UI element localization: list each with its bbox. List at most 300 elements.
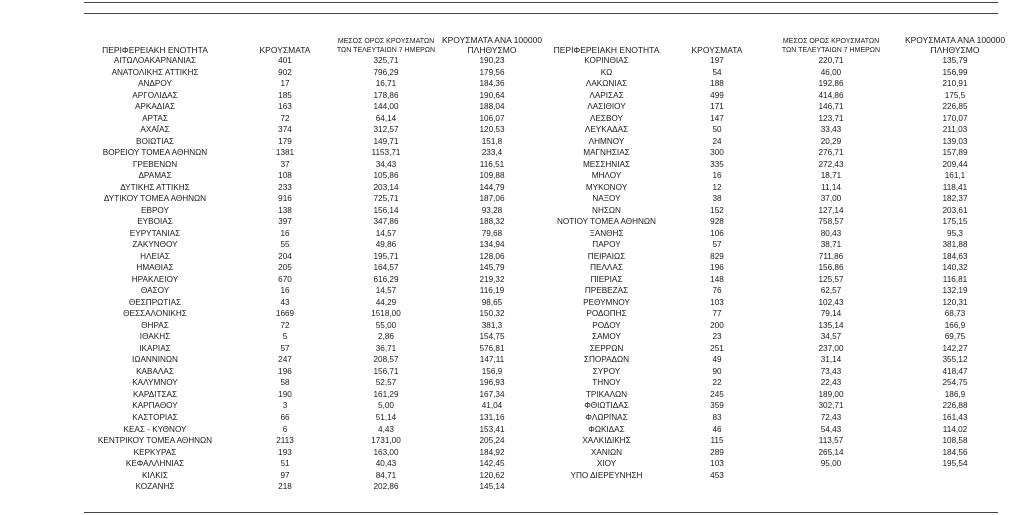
- cell-region: ΡΟΔΟΠΗΣ: [586, 309, 627, 319]
- cell-per-100k: 184,92: [479, 447, 505, 457]
- cell-per-100k: 79,68: [481, 228, 503, 238]
- cell-region: ΚΕΦΑΛΛΗΝΙΑΣ: [125, 459, 185, 469]
- cell-region: ΓΡΕΒΕΝΩΝ: [132, 159, 178, 169]
- cell-cases: 179: [278, 136, 292, 146]
- cell-cases: 103: [710, 459, 724, 469]
- cell-cases: 670: [278, 274, 292, 284]
- cell-region: ΘΕΣΠΡΩΤΙΑΣ: [128, 297, 182, 307]
- cell-cases: 55: [280, 240, 290, 250]
- cell-cases: 57: [280, 343, 290, 353]
- cell-cases: 54: [712, 67, 722, 77]
- cell-7day-average: 237,00: [818, 343, 844, 353]
- cell-per-100k: 106,07: [479, 113, 505, 123]
- cell-cases: 190: [278, 389, 292, 399]
- cell-region: ΥΠΟ ΔΙΕΡΕΥΝΗΣΗ: [570, 470, 643, 480]
- cell-7day-average: 18,71: [820, 171, 842, 181]
- cell-per-100k: 41,04: [481, 401, 503, 411]
- cell-7day-average: 14,57: [375, 228, 397, 238]
- cell-per-100k: 145,79: [479, 263, 505, 273]
- cell-per-100k: 156,9: [481, 366, 503, 376]
- cell-cases: 196: [278, 366, 292, 376]
- cell-7day-average: 192,86: [818, 79, 844, 89]
- header-7day-average: [322, 37, 450, 55]
- cell-per-100k: 184,63: [942, 251, 968, 261]
- cell-per-100k: 131,16: [479, 412, 505, 422]
- header-per100k-line1: ΚΡΟΥΣΜΑΤΑ ΑΝΑ 100000: [441, 35, 543, 45]
- cell-region: ΛΕΣΒΟΥ: [589, 113, 624, 123]
- cell-region: ΡΕΘΥΜΝΟΥ: [583, 297, 630, 307]
- cell-7day-average: 144,00: [373, 102, 399, 112]
- cell-cases: 245: [710, 389, 724, 399]
- header-7day-average: [771, 37, 891, 55]
- cell-7day-average: 711,86: [818, 251, 844, 261]
- header-per100k-line2: ΠΛΗΘΥΣΜΟ: [467, 45, 517, 55]
- cell-region: ΒΟΙΩΤΙΑΣ: [135, 136, 175, 146]
- cell-cases: 335: [710, 159, 724, 169]
- cell-per-100k: 175,5: [944, 90, 966, 100]
- cell-cases: 200: [710, 320, 724, 330]
- cell-per-100k: 187,06: [479, 194, 505, 204]
- cell-per-100k: 109,88: [479, 171, 505, 181]
- cell-7day-average: 105,86: [373, 171, 399, 181]
- cell-7day-average: 202,86: [373, 482, 399, 492]
- cell-per-100k: 211,03: [942, 125, 968, 135]
- cell-region: ΠΡΕΒΕΖΑΣ: [584, 286, 629, 296]
- cell-cases: 46: [712, 424, 722, 434]
- cell-region: ΗΜΑΘΙΑΣ: [136, 263, 174, 273]
- cell-7day-average: 265,14: [818, 447, 844, 457]
- cell-per-100k: 188,04: [479, 102, 505, 112]
- cell-per-100k: 116,81: [942, 274, 968, 284]
- cell-per-100k: 116,51: [479, 159, 505, 169]
- cell-cases: 106: [710, 228, 724, 238]
- cell-per-100k: 226,88: [942, 401, 968, 411]
- cell-region: ΠΕΛΛΑΣ: [590, 263, 623, 273]
- cell-7day-average: 125,57: [818, 274, 844, 284]
- header-region: ΠΕΡΙΦΕΡΕΙΑΚΗ ΕΝΟΤΗΤΑ: [102, 45, 208, 55]
- cell-7day-average: 1153,71: [371, 148, 401, 158]
- cell-region: ΧΙΟΥ: [596, 459, 617, 469]
- cell-region: ΕΒΡΟΥ: [141, 205, 169, 215]
- cell-per-100k: 179,56: [479, 67, 505, 77]
- cell-cases: 300: [710, 148, 724, 158]
- cell-cases: 251: [710, 343, 724, 353]
- cell-per-100k: 95,3: [947, 228, 963, 238]
- cell-cases: 17: [280, 79, 290, 89]
- cell-region: ΘΗΡΑΣ: [141, 320, 169, 330]
- cell-cases: 829: [710, 251, 724, 261]
- cell-7day-average: 220,71: [818, 56, 844, 65]
- cell-region: ΛΗΜΝΟΥ: [588, 136, 625, 146]
- cell-region: ΚΕΡΚΥΡΑΣ: [133, 447, 177, 457]
- cell-cases: 115: [710, 436, 724, 446]
- cell-cases: 204: [278, 251, 292, 261]
- cell-cases: 185: [278, 90, 292, 100]
- cell-per-100k: 132,19: [942, 286, 968, 296]
- cell-cases: 401: [278, 56, 292, 65]
- cell-cases: 188: [710, 79, 724, 89]
- cell-per-100k: 203,61: [942, 205, 968, 215]
- cell-cases: 916: [278, 194, 292, 204]
- cell-7day-average: 1731,00: [371, 436, 401, 446]
- header-rule: [84, 13, 998, 14]
- cell-7day-average: 149,71: [373, 136, 399, 146]
- cell-region: ΑΡΓΟΛΙΔΑΣ: [132, 90, 178, 100]
- cell-region: ΣΕΡΡΩΝ: [589, 343, 624, 353]
- cell-cases: 51: [280, 459, 290, 469]
- cell-region: ΦΛΩΡΙΝΑΣ: [585, 412, 628, 422]
- cell-7day-average: 1518,00: [371, 309, 401, 319]
- header-region: ΠΕΡΙΦΕΡΕΙΑΚΗ ΕΝΟΤΗΤΑ: [553, 45, 660, 55]
- cell-7day-average: 414,86: [818, 90, 844, 100]
- cell-7day-average: 34,43: [375, 159, 397, 169]
- cell-7day-average: 156,71: [373, 366, 399, 376]
- cell-7day-average: 40,43: [375, 459, 397, 469]
- cell-region: ΚΑΛΥΜΝΟΥ: [132, 378, 178, 388]
- cell-7day-average: 616,29: [373, 274, 399, 284]
- cell-region: ΚΑΣΤΟΡΙΑΣ: [132, 412, 178, 422]
- cell-region: ΕΥΒΟΙΑΣ: [137, 217, 173, 227]
- cell-cases: 108: [278, 171, 292, 181]
- header-7day-average-line1: ΜΕΣΟΣ ΟΡΟΣ ΚΡΟΥΣΜΑΤΩΝ: [782, 38, 880, 45]
- cell-7day-average: 79,14: [820, 309, 842, 319]
- cell-per-100k: 108,58: [942, 436, 968, 446]
- cell-per-100k: 139,03: [942, 136, 968, 146]
- cell-region: ΘΕΣΣΑΛΟΝΙΚΗΣ: [123, 309, 187, 319]
- cell-region: ΤΗΝΟΥ: [592, 378, 621, 388]
- cell-per-100k: 186,9: [944, 389, 966, 399]
- cell-cases: 12: [712, 182, 722, 192]
- cell-7day-average: 95,00: [820, 459, 842, 469]
- cell-7day-average: 135,14: [818, 320, 844, 330]
- cell-7day-average: 195,71: [373, 251, 399, 261]
- cell-region: ΑΡΤΑΣ: [142, 113, 168, 123]
- cell-cases: 83: [712, 412, 722, 422]
- top-rule: [84, 2, 998, 3]
- cell-region: ΝΗΣΩΝ: [592, 205, 621, 215]
- cell-7day-average: 4,43: [378, 424, 394, 434]
- cell-cases: 374: [278, 125, 292, 135]
- cell-per-100k: 93,28: [481, 205, 503, 215]
- cell-7day-average: 758,57: [818, 217, 844, 227]
- cell-cases: 1381: [275, 148, 295, 158]
- cell-region: ΑΧΑΪΑΣ: [140, 125, 170, 135]
- cell-per-100k: 157,89: [942, 148, 968, 158]
- cell-7day-average: 127,14: [818, 205, 844, 215]
- cell-7day-average: 347,86: [373, 217, 399, 227]
- cell-7day-average: 46,00: [820, 67, 842, 77]
- cell-per-100k: 114,02: [942, 424, 968, 434]
- cell-region: ΛΑΚΩΝΙΑΣ: [585, 79, 628, 89]
- cell-per-100k: 166,9: [944, 320, 966, 330]
- cell-7day-average: 272,43: [818, 159, 844, 169]
- cell-7day-average: 14,57: [375, 286, 397, 296]
- cell-7day-average: 51,14: [375, 412, 397, 422]
- cell-region: ΞΑΝΘΗΣ: [589, 228, 624, 238]
- cell-per-100k: 154,75: [479, 332, 505, 342]
- cell-region: ΛΕΥΚΑΔΑΣ: [584, 125, 629, 135]
- cell-cases: 193: [278, 447, 292, 457]
- cell-7day-average: 276,71: [818, 148, 844, 158]
- header-7day-average-line2: ΤΩΝ ΤΕΛΕΥΤΑΙΩΝ 7 ΗΜΕΡΩΝ: [336, 47, 436, 54]
- cell-7day-average: 208,57: [373, 355, 399, 365]
- cell-7day-average: 725,71: [373, 194, 399, 204]
- cell-region: ΜΥΚΟΝΟΥ: [585, 182, 628, 192]
- cell-region: ΔΥΤΙΚΟΥ ΤΟΜΕΑ ΑΘΗΝΩΝ: [103, 194, 207, 204]
- cell-7day-average: 55,00: [375, 320, 397, 330]
- cell-per-100k: 196,93: [479, 378, 505, 388]
- cell-region: ΚΑΡΔΙΤΣΑΣ: [132, 389, 178, 399]
- header-per100k-line1: ΚΡΟΥΣΜΑΤΑ ΑΝΑ 100000: [904, 35, 1006, 45]
- cell-region: ΡΟΔΟΥ: [592, 320, 621, 330]
- cell-per-100k: 68,73: [944, 309, 966, 319]
- cell-7day-average: 44,29: [375, 297, 397, 307]
- cell-region: ΜΑΓΝΗΣΙΑΣ: [583, 148, 630, 158]
- cell-per-100k: 381,3: [481, 320, 503, 330]
- cell-cases: 233: [278, 182, 292, 192]
- cell-cases: 16: [280, 228, 290, 238]
- cell-7day-average: 302,71: [818, 401, 844, 411]
- cell-per-100k: 142,27: [942, 343, 968, 353]
- cell-cases: 2113: [276, 436, 294, 446]
- cell-region: ΑΡΚΑΔΙΑΣ: [134, 102, 176, 112]
- cell-per-100k: 190,23: [479, 56, 505, 65]
- cell-7day-average: 156,86: [818, 263, 844, 273]
- cell-region: ΦΩΚΙΔΑΣ: [588, 424, 625, 434]
- cell-per-100k: 128,06: [479, 251, 505, 261]
- cell-region: ΚΩ: [600, 67, 613, 77]
- cell-region: ΗΛΕΙΑΣ: [140, 251, 170, 261]
- cell-region: ΑΝΑΤΟΛΙΚΗΣ ΑΤΤΙΚΗΣ: [111, 67, 199, 77]
- cell-cases: 72: [280, 320, 290, 330]
- cell-cases: 152: [710, 205, 724, 215]
- cell-region: ΠΑΡΟΥ: [592, 240, 621, 250]
- cell-region: ΖΑΚΥΝΘΟΥ: [132, 240, 178, 250]
- cell-7day-average: 62,57: [820, 286, 842, 296]
- cell-per-100k: 161,1: [944, 171, 966, 181]
- cell-region: ΙΚΑΡΙΑΣ: [139, 343, 171, 353]
- cell-per-100k: 140,32: [942, 263, 968, 273]
- cell-region: ΦΘΙΩΤΙΔΑΣ: [584, 401, 629, 411]
- header-cases: ΚΡΟΥΣΜΑΤΑ: [259, 45, 311, 55]
- cell-per-100k: 355,12: [942, 355, 968, 365]
- cell-region: ΝΑΞΟΥ: [592, 194, 621, 204]
- cell-7day-average: 49,86: [375, 240, 397, 250]
- cell-cases: 289: [710, 447, 724, 457]
- cell-per-100k: 219,32: [479, 274, 505, 284]
- cell-region: ΠΕΙΡΑΙΩΣ: [587, 251, 626, 261]
- cell-region: ΣΥΡΟΥ: [592, 366, 621, 376]
- cell-per-100k: 150,32: [479, 309, 505, 319]
- header-per100k-line2: ΠΛΗΘΥΣΜΟ: [930, 45, 980, 55]
- cell-per-100k: 135,79: [942, 56, 968, 65]
- cell-per-100k: 144,79: [479, 182, 505, 192]
- cell-cases: 928: [710, 217, 724, 227]
- cell-7day-average: 80,43: [820, 228, 842, 238]
- cell-7day-average: 5,00: [378, 401, 394, 411]
- cell-region: ΤΡΙΚΑΛΩΝ: [585, 389, 628, 399]
- cell-cases: 66: [280, 412, 290, 422]
- cell-per-100k: 116,19: [479, 286, 505, 296]
- cell-per-100k: 233,4: [481, 148, 503, 158]
- cell-7day-average: 34,57: [820, 332, 842, 342]
- cell-per-100k: 184,56: [942, 447, 968, 457]
- header-7day-average-line1: ΜΕΣΟΣ ΟΡΟΣ ΚΡΟΥΣΜΑΤΩΝ: [337, 38, 435, 45]
- bottom-rule: [84, 512, 998, 513]
- cell-cases: 77: [712, 309, 722, 319]
- cell-per-100k: 142,45: [479, 459, 505, 469]
- cell-per-100k: 170,07: [942, 113, 968, 123]
- cell-region: ΛΑΣΙΘΙΟΥ: [587, 102, 626, 112]
- cell-per-100k: 418,47: [942, 366, 968, 376]
- cell-per-100k: 120,53: [479, 125, 505, 135]
- cell-cases: 163: [278, 102, 292, 112]
- cell-cases: 37: [280, 159, 290, 169]
- cell-region: ΒΟΡΕΙΟΥ ΤΟΜΕΑ ΑΘΗΝΩΝ: [102, 148, 208, 158]
- cell-region: ΚΕΝΤΡΙΚΟΥ ΤΟΜΕΑ ΑΘΗΝΩΝ: [97, 436, 213, 446]
- cell-7day-average: 52,57: [375, 378, 397, 388]
- cell-7day-average: 203,14: [373, 182, 399, 192]
- cell-region: ΙΩΑΝΝΙΝΩΝ: [132, 355, 178, 365]
- cell-per-100k: 381,88: [942, 240, 968, 250]
- cell-per-100k: 195,54: [942, 459, 968, 469]
- cell-cases: 16: [712, 171, 722, 181]
- cell-per-100k: 153,41: [479, 424, 505, 434]
- cell-region: ΚΑΡΠΑΘΟΥ: [132, 401, 178, 411]
- cell-per-100k: 190,64: [479, 90, 505, 100]
- cell-cases: 196: [710, 263, 724, 273]
- cell-7day-average: 189,00: [818, 389, 844, 399]
- cell-cases: 103: [710, 297, 724, 307]
- cell-per-100k: 120,62: [479, 470, 505, 480]
- cell-cases: 5: [282, 332, 288, 342]
- cell-7day-average: 325,71: [373, 56, 399, 65]
- cell-cases: 499: [710, 90, 724, 100]
- cell-cases: 76: [712, 286, 722, 296]
- cell-region: ΙΘΑΚΗΣ: [139, 332, 171, 342]
- cell-cases: 359: [710, 401, 724, 411]
- cell-7day-average: 178,86: [373, 90, 399, 100]
- cell-per-100k: 209,44: [942, 159, 968, 169]
- cell-7day-average: 31,14: [820, 355, 842, 365]
- cell-7day-average: 113,57: [818, 436, 844, 446]
- cell-cases: 138: [278, 205, 292, 215]
- cell-7day-average: 33,43: [820, 125, 842, 135]
- cell-region: ΑΝΔΡΟΥ: [138, 79, 172, 89]
- cell-cases: 22: [712, 378, 722, 388]
- cell-cases: 6: [282, 424, 288, 434]
- cell-cases: 50: [712, 125, 722, 135]
- cell-cases: 902: [278, 67, 292, 77]
- cell-cases: 247: [278, 355, 292, 365]
- cell-7day-average: 123,71: [818, 113, 844, 123]
- cell-cases: 43: [280, 297, 290, 307]
- cell-cases: 23: [712, 332, 722, 342]
- cell-region: ΚΕΑΣ - ΚΥΘΝΟΥ: [123, 424, 187, 434]
- cell-region: ΧΑΛΚΙΔΙΚΗΣ: [582, 436, 631, 446]
- cell-per-100k: 98,65: [481, 297, 503, 307]
- cell-cases: 3: [282, 401, 288, 411]
- cell-region: ΜΗΛΟΥ: [591, 171, 622, 181]
- cell-region: ΛΑΡΙΣΑΣ: [589, 90, 624, 100]
- cell-per-100k: 576,81: [479, 343, 505, 353]
- cell-7day-average: 164,57: [373, 263, 399, 273]
- cell-7day-average: 146,71: [818, 102, 844, 112]
- cell-7day-average: 64,14: [375, 113, 397, 123]
- cell-cases: 171: [710, 102, 724, 112]
- cell-per-100k: 205,24: [479, 436, 505, 446]
- cell-7day-average: 16,71: [375, 79, 397, 89]
- cell-per-100k: 175,15: [942, 217, 968, 227]
- cell-region: ΚΙΛΚΙΣ: [141, 470, 168, 480]
- cell-region: ΔΥΤΙΚΗΣ ΑΤΤΙΚΗΣ: [120, 182, 190, 192]
- cell-per-100k: 156,99: [942, 67, 968, 77]
- cell-per-100k: 226,85: [942, 102, 968, 112]
- cell-7day-average: 54,43: [820, 424, 842, 434]
- cell-cases: 205: [278, 263, 292, 273]
- cell-cases: 16: [280, 286, 290, 296]
- cell-per-100k: 167,34: [479, 389, 505, 399]
- cell-7day-average: 102,43: [818, 297, 844, 307]
- cell-7day-average: 22,43: [820, 378, 842, 388]
- header-cases: ΚΡΟΥΣΜΑΤΑ: [691, 45, 743, 55]
- cell-cases: 218: [278, 482, 292, 492]
- cell-cases: 72: [280, 113, 290, 123]
- cell-cases: 38: [712, 194, 722, 204]
- cell-7day-average: 73,43: [820, 366, 842, 376]
- cell-per-100k: 182,37: [942, 194, 968, 204]
- cell-per-100k: 147,11: [479, 355, 505, 365]
- cell-region: ΔΡΑΜΑΣ: [138, 171, 172, 181]
- cell-per-100k: 188,32: [479, 217, 505, 227]
- cell-cases: 24: [712, 136, 722, 146]
- cell-cases: 97: [280, 470, 290, 480]
- cell-7day-average: 11,14: [821, 182, 841, 192]
- cell-region: ΘΑΣΟΥ: [140, 286, 170, 296]
- cell-7day-average: 2,86: [378, 332, 394, 342]
- cell-7day-average: 161,29: [373, 389, 399, 399]
- cell-per-100k: 161,43: [942, 412, 968, 422]
- cell-cases: 49: [712, 355, 722, 365]
- cell-region: ΚΟΡΙΝΘΙΑΣ: [584, 56, 629, 65]
- cell-7day-average: 38,71: [820, 240, 842, 250]
- cell-region: ΕΥΡΥΤΑΝΙΑΣ: [129, 228, 181, 238]
- cell-per-100k: 254,75: [942, 378, 968, 388]
- cell-7day-average: 796,29: [373, 67, 399, 77]
- cell-region: ΣΑΜΟΥ: [592, 332, 621, 342]
- cell-cases: 1669: [275, 309, 295, 319]
- header-7day-average-line2: ΤΩΝ ΤΕΛΕΥΤΑΙΩΝ 7 ΗΜΕΡΩΝ: [781, 47, 881, 54]
- cell-per-100k: 134,94: [479, 240, 505, 250]
- cell-cases: 58: [280, 378, 290, 388]
- cell-region: ΑΙΤΩΛΟΑΚΑΡΝΑΝΙΑΣ: [113, 56, 197, 65]
- cell-7day-average: 84,71: [375, 470, 397, 480]
- cell-cases: 57: [712, 240, 722, 250]
- cell-region: ΠΙΕΡΙΑΣ: [590, 274, 623, 284]
- cell-region: ΚΟΖΑΝΗΣ: [135, 482, 175, 492]
- cell-cases: 197: [710, 56, 724, 65]
- cell-7day-average: 36,71: [375, 343, 397, 353]
- cell-per-100k: 151,8: [481, 136, 503, 146]
- cell-7day-average: 20,29: [820, 136, 842, 146]
- cell-7day-average: 312,57: [373, 125, 399, 135]
- cell-7day-average: 37,00: [820, 194, 842, 204]
- cell-7day-average: 163,00: [373, 447, 399, 457]
- cell-region: ΣΠΟΡΑΔΩΝ: [583, 355, 630, 365]
- cell-cases: 147: [710, 113, 724, 123]
- cell-7day-average: 72,43: [820, 412, 842, 422]
- cell-cases: 148: [710, 274, 724, 284]
